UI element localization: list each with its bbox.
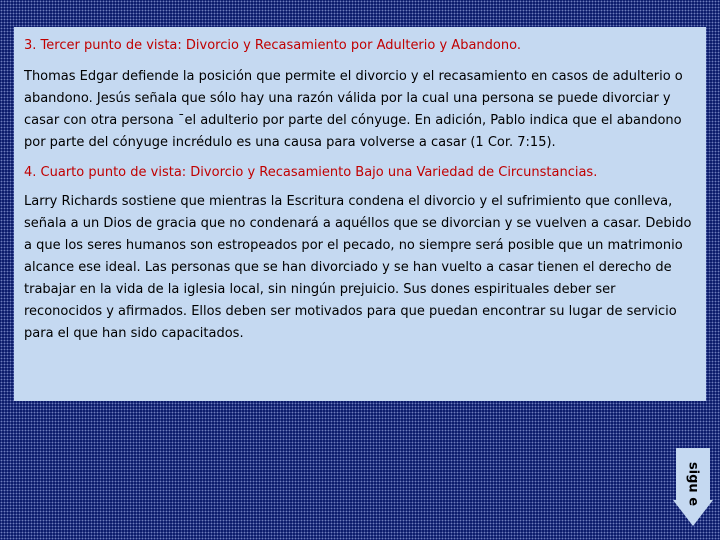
next-slide-button[interactable] <box>673 448 713 526</box>
section-3-body: Thomas Edgar defiende la posición que permite el divorcio y el recasamiento en casos de adulterio o abandono. Jesús señala que sólo hay una razón válida por la cual una persona se puede divorciar y casar con otra persona ¯el adulterio por parte del cónyuge. En adición, Pablo indica que el abandono por parte del cónyuge incrédulo es una causa para volverse a casar (1 Cor. 7:15). <box>24 69 683 150</box>
section-3-heading: 3. Tercer punto de vista: Divorcio y Recasamiento por Adulterio y Abandono. <box>24 38 521 53</box>
content-panel <box>14 27 706 401</box>
next-slide-label: sigu e <box>685 461 701 507</box>
section-4-heading: 4. Cuarto punto de vista: Divorcio y Recasamiento Bajo una Variedad de Circunstancias. <box>24 165 598 180</box>
section-4-body: Larry Richards sostiene que mientras la Escritura condena el divorcio y el sufrimiento que conlleva, señala a un Dios de gracia que no condenará a aquéllos que se divorcian y se vuelven a casar. Debido a que los seres humanos son estropeados por el pecado, no siempre será posible que un matrimonio alcance ese ideal. Las personas que se han divorciado y se han vuelto a casar tienen el derecho de trabajar en la vida de la iglesia local, sin ningún prejuicio. Sus dones espirituales deber ser reconocidos y afirmados. Ellos deben ser motivados para que puedan encontrar su lugar de servicio para el que han sido capacitados. <box>24 194 692 341</box>
